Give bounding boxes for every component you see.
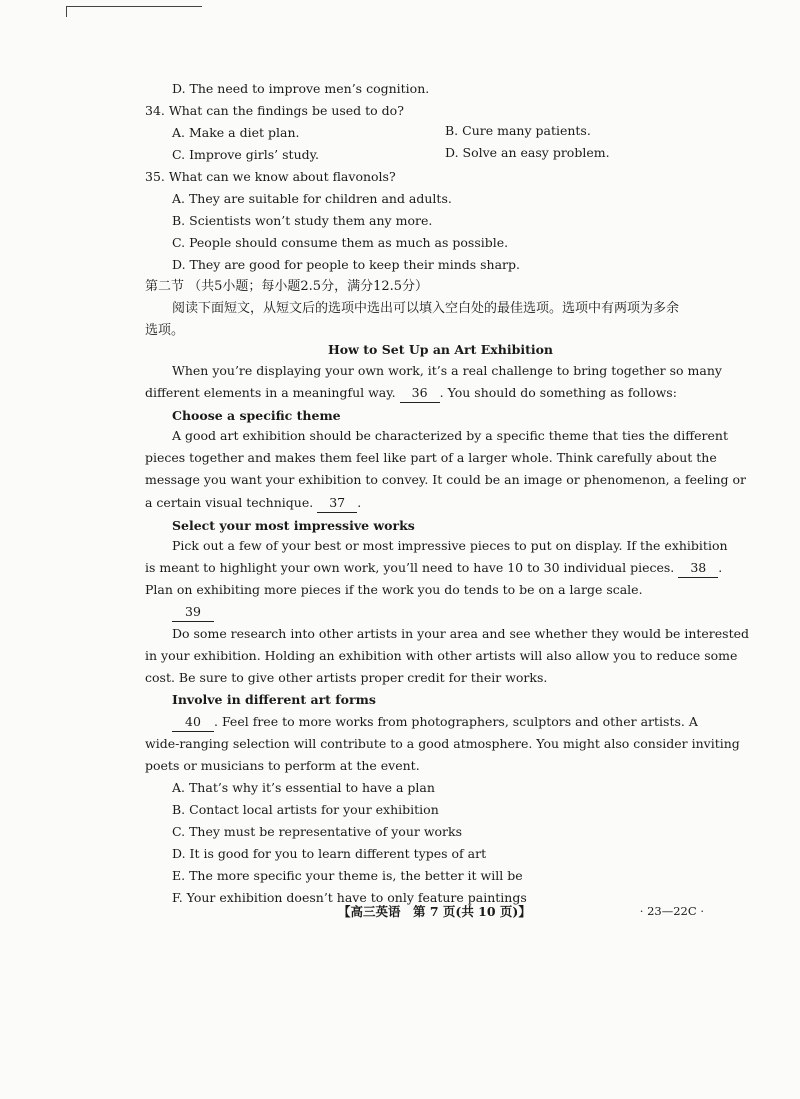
passage-line: Pick out a few of your best or most impressive pieces to put on display. If the exhibition — [172, 538, 728, 553]
choice-option-b: B. Contact local artists for your exhibition — [172, 802, 439, 817]
q34-option-d: D. Solve an easy problem. — [445, 145, 610, 160]
q34-option-c: C. Improve girls’ study. — [172, 147, 319, 162]
passage-line — [145, 559, 722, 578]
blank-37: 37 — [317, 494, 357, 513]
q35-option-d: D. They are good for people to keep their minds sharp. — [172, 257, 521, 272]
passage-line: pieces together and makes them feel like part of a larger whole. Think carefully about the — [145, 450, 717, 465]
subheading-theme: Choose a specific theme — [172, 408, 341, 423]
passage-line: in your exhibition. Holding an exhibition with other artists will also allow you to reduce some — [145, 648, 738, 663]
q34-option-b: B. Cure many patients. — [445, 123, 591, 138]
choice-option-e: E. The more specific your theme is, the better it will be — [172, 868, 523, 883]
passage-text: different elements in a meaningful way. — [145, 385, 396, 400]
blank-38: 38 — [678, 559, 718, 578]
page-footer: 【高三英语 第 7 页(共 10 页)】 — [338, 904, 531, 919]
blank-39: 39 — [172, 603, 214, 622]
choice-option-d: D. It is good for you to learn different types of art — [172, 846, 487, 861]
exam-code: · 23—22C · — [639, 904, 704, 918]
q35-stem: 35. What can we know about flavonols? — [145, 169, 396, 184]
choice-option-c: C. They must be representative of your works — [172, 824, 463, 839]
passage-line: Do some research into other artists in your area and see whether they would be interested — [172, 626, 750, 641]
choice-option-f: F. Your exhibition doesn’t have to only feature paintings — [172, 890, 527, 905]
section-instruction-2: 选项。 — [145, 323, 185, 338]
passage-line: cost. Be sure to give other artists proper credit for their works. — [145, 670, 548, 685]
passage-line — [145, 494, 361, 513]
q33-option-d: D. The need to improve men’s cognition. — [172, 81, 430, 96]
blank-40: 40 — [172, 713, 214, 732]
passage-line — [172, 713, 698, 732]
blank-39-line — [172, 603, 214, 622]
subheading-art-forms: Involve in different art forms — [172, 692, 376, 707]
q35-option-a: A. They are suitable for children and adults. — [172, 191, 452, 206]
passage-text: . Feel free to more works from photographers, sculptors and other artists. A — [214, 714, 698, 729]
passage-line: wide-ranging selection will contribute to a good atmosphere. You might also consider inviting — [145, 736, 740, 751]
q34-option-a: A. Make a diet plan. — [172, 125, 300, 140]
passage-text: . You should do something as follows: — [439, 385, 677, 400]
passage-title: How to Set Up an Art Exhibition — [328, 342, 554, 357]
choice-option-a: A. That’s why it’s essential to have a plan — [172, 780, 435, 795]
q35-option-b: B. Scientists won’t study them any more. — [172, 213, 433, 228]
passage-text: a certain visual technique. — [145, 495, 314, 510]
blank-36: 36 — [400, 384, 440, 403]
section-title: 第二节 （共5小题；每小题2.5分，满分12.5分） — [145, 279, 429, 294]
passage-text: . — [357, 495, 362, 510]
passage-line: poets or musicians to perform at the event. — [145, 758, 420, 773]
passage-text: is meant to highlight your own work, you’ll need to have 10 to 30 individual pieces. — [145, 560, 675, 575]
passage-line: A good art exhibition should be characterized by a specific theme that ties the different — [172, 428, 728, 443]
passage-line: When you’re displaying your own work, it’s a real challenge to bring together so many — [172, 363, 722, 378]
subheading-works: Select your most impressive works — [172, 518, 415, 533]
corner-mark — [66, 6, 202, 17]
passage-line: message you want your exhibition to convey. It could be an image or phenomenon, a feeling or — [145, 472, 746, 487]
passage-line — [145, 384, 677, 403]
passage-text: . — [718, 560, 723, 575]
q35-option-c: C. People should consume them as much as possible. — [172, 235, 509, 250]
section-instruction-1: 阅读下面短文，从短文后的选项中选出可以填入空白处的最佳选项。选项中有两项为多余 — [172, 301, 680, 316]
q34-stem: 34. What can the findings be used to do? — [145, 103, 404, 118]
passage-line: Plan on exhibiting more pieces if the work you do tends to be on a large scale. — [145, 582, 643, 597]
